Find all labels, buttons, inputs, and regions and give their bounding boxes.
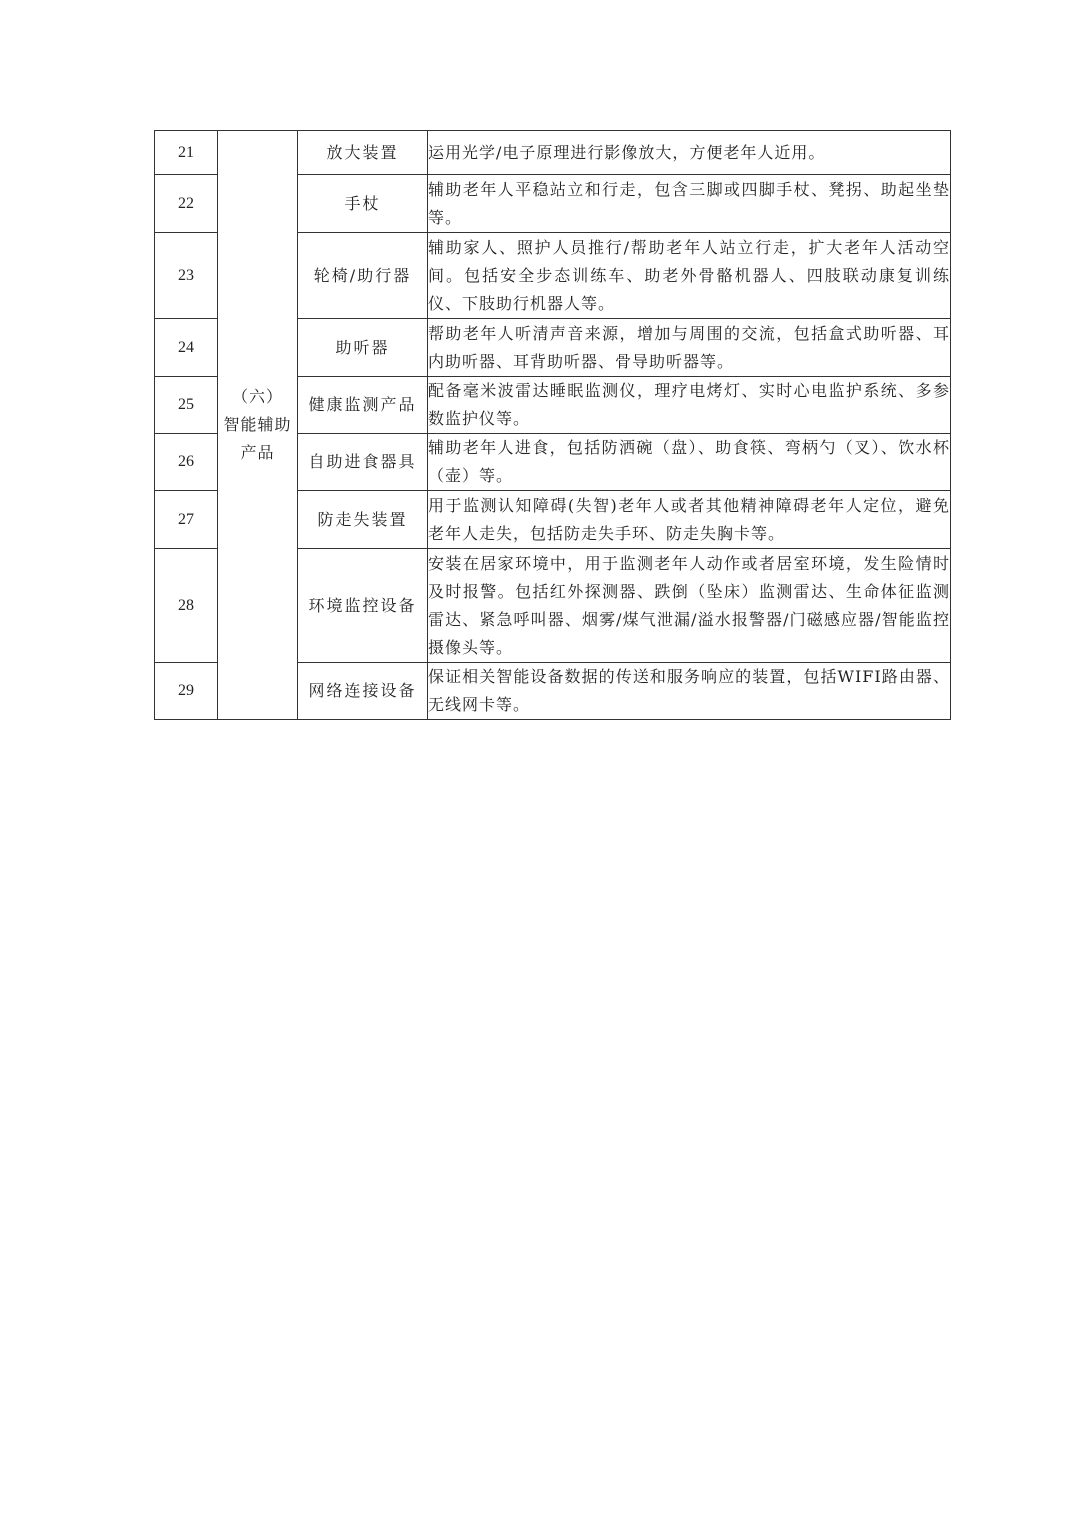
product-catalog-table <box>154 130 951 720</box>
product-description: 辅助老年人平稳站立和行走，包含三脚或四脚手杖、凳拐、助起坐垫等。 <box>428 175 951 233</box>
category-cell <box>218 131 298 720</box>
product-description: 安装在居家环境中，用于监测老年人动作或者居室环境，发生险情时及时报警。包括红外探测器、跌倒（坠床）监测雷达、生命体征监测雷达、紧急呼叫器、烟雾/煤气泄漏/溢水报警器/门磁感应器/智能监控摄像头等。 <box>428 549 951 663</box>
category-prefix: （六） <box>231 387 283 406</box>
row-number: 23 <box>155 233 218 319</box>
product-description: 辅助老年人进食，包括防洒碗（盘）、助食筷、弯柄勺（叉）、饮水杯（壶）等。 <box>428 434 951 491</box>
product-name: 手杖 <box>298 175 428 233</box>
product-name: 网络连接设备 <box>298 663 428 720</box>
row-number: 29 <box>155 663 218 720</box>
product-name: 健康监测产品 <box>298 377 428 434</box>
product-description: 配备毫米波雷达睡眠监测仪，理疗电烤灯、实时心电监护系统、多参数监护仪等。 <box>428 377 951 434</box>
product-description: 保证相关智能设备数据的传送和服务响应的装置，包括WIFI路由器、无线网卡等。 <box>428 663 951 720</box>
row-number: 25 <box>155 377 218 434</box>
category-label: 智能辅助产品 <box>223 415 292 462</box>
table-row <box>155 131 951 175</box>
row-number: 26 <box>155 434 218 491</box>
row-number: 22 <box>155 175 218 233</box>
product-name: 放大装置 <box>298 131 428 175</box>
product-description: 辅助家人、照护人员推行/帮助老年人站立行走，扩大老年人活动空间。包括安全步态训练车、助老外骨骼机器人、四肢联动康复训练仪、下肢助行机器人等。 <box>428 233 951 319</box>
row-number: 27 <box>155 491 218 549</box>
row-number: 21 <box>155 131 218 175</box>
product-description: 帮助老年人听清声音来源，增加与周围的交流，包括盒式助听器、耳内助听器、耳背助听器、骨导助听器等。 <box>428 319 951 377</box>
row-number: 28 <box>155 549 218 663</box>
product-name: 环境监控设备 <box>298 549 428 663</box>
row-number: 24 <box>155 319 218 377</box>
product-description: 运用光学/电子原理进行影像放大，方便老年人近用。 <box>428 131 951 175</box>
product-name: 防走失装置 <box>298 491 428 549</box>
product-name: 自助进食器具 <box>298 434 428 491</box>
product-name: 助听器 <box>298 319 428 377</box>
product-name: 轮椅/助行器 <box>298 233 428 319</box>
product-description: 用于监测认知障碍(失智)老年人或者其他精神障碍老年人定位，避免老年人走失，包括防走失手环、防走失胸卡等。 <box>428 491 951 549</box>
